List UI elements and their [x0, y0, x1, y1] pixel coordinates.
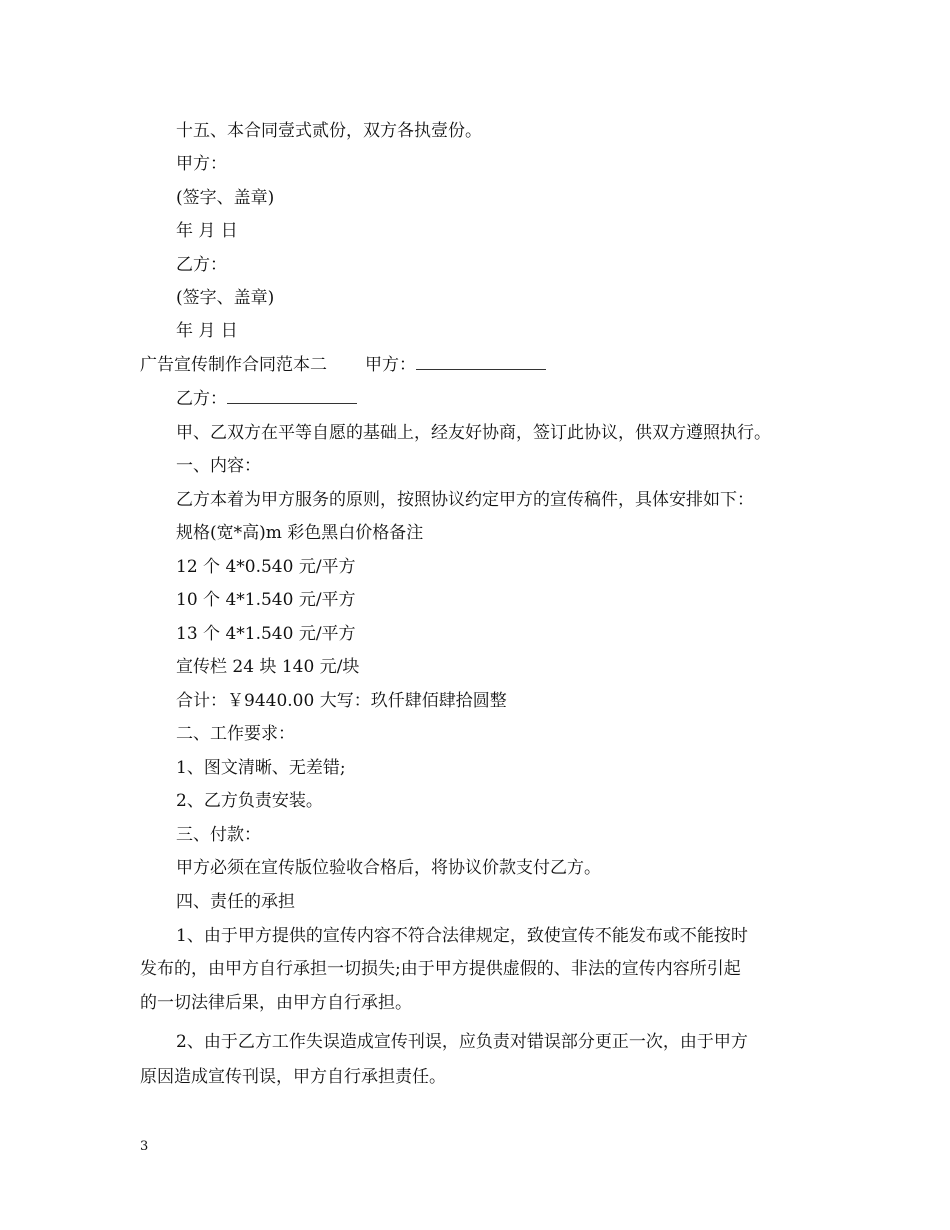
requirement-1: 1、图文清晰、无差错;	[176, 758, 346, 778]
signature-note-a: (签字、盖章)	[176, 188, 275, 208]
spec-row-1: 12 个 4*0.540 元/平方	[176, 557, 356, 577]
contract-title: 广告宣传制作合同范本二	[140, 355, 327, 375]
section-1-heading: 一、内容：	[176, 456, 261, 476]
liability-1-line-1: 1、由于甲方提供的宣传内容不符合法律规定，致使宣传不能发布或不能按时	[176, 926, 748, 946]
payment-text: 甲方必须在宣传版位验收合格后，将协议价款支付乙方。	[176, 858, 601, 878]
section-4-heading: 四、责任的承担	[176, 892, 295, 912]
party-a-label: 甲方：	[176, 154, 227, 174]
liability-2-line-2: 原因造成宣传刊误，甲方自行承担责任。	[140, 1067, 446, 1087]
liability-1-line-2: 发布的，由甲方自行承担一切损失;由于甲方提供虚假的、非法的宣传内容所引起	[140, 959, 741, 979]
party-b-field-line	[176, 388, 357, 410]
page-number: 3	[140, 1139, 149, 1154]
party-a-field-label: 甲方：	[365, 355, 416, 375]
agreement-intro: 甲、乙双方在平等自愿的基础上，经友好协商，签订此协议，供双方遵照执行。	[176, 423, 771, 443]
liability-1-line-3: 的一切法律后果，由甲方自行承担。	[140, 993, 412, 1013]
signature-note-b: (签字、盖章)	[176, 288, 275, 308]
total-amount: 合计：￥9440.00 大写：玖仟肆佰肆拾圆整	[176, 691, 507, 711]
requirement-2: 2、乙方负责安装。	[176, 791, 323, 811]
section-1-text: 乙方本着为甲方服务的原则，按照协议约定甲方的宣传稿件，具体安排如下：	[176, 490, 754, 510]
section-3-heading: 三、付款：	[176, 825, 261, 845]
contract-title-line	[140, 354, 546, 376]
spec-row-3: 13 个 4*1.540 元/平方	[176, 624, 356, 644]
party-b-field-label: 乙方：	[176, 389, 227, 409]
section-2-heading: 二、工作要求：	[176, 724, 295, 744]
party-a-blank	[416, 355, 546, 370]
party-b-blank	[227, 389, 357, 404]
date-line-b: 年 月 日	[176, 321, 238, 341]
liability-2-line-1: 2、由于乙方工作失误造成宣传刊误，应负责对错误部分更正一次，由于甲方	[176, 1032, 748, 1052]
spec-header: 规格(宽*高)m 彩色黑白价格备注	[176, 523, 424, 543]
spec-row-4: 宣传栏 24 块 140 元/块	[176, 657, 360, 677]
date-line-a: 年 月 日	[176, 221, 238, 241]
spec-row-2: 10 个 4*1.540 元/平方	[176, 590, 356, 610]
clause-15: 十五、本合同壹式贰份，双方各执壹份。	[176, 121, 482, 141]
party-b-label: 乙方：	[176, 255, 227, 275]
